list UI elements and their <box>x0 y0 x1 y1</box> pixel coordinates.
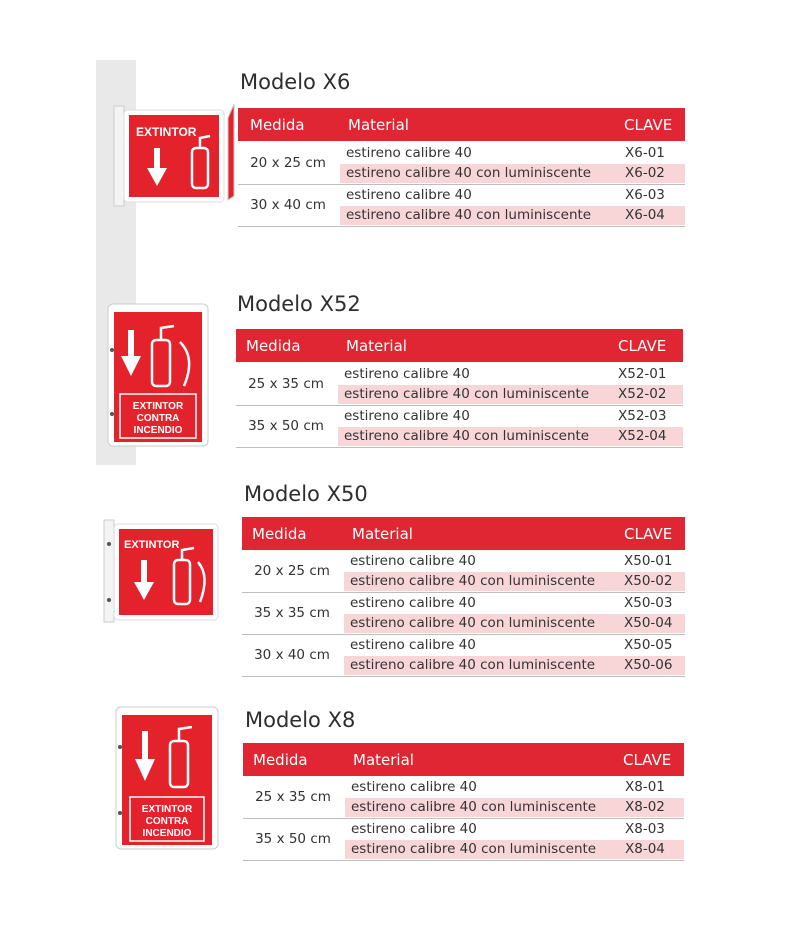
model-title: Modelo X8 <box>245 708 356 732</box>
clave-cell: X50-06 <box>624 657 673 673</box>
sign-label: CONTRA <box>136 413 180 424</box>
material-cell: estireno calibre 40 <box>344 366 470 382</box>
clave-cell: X8-02 <box>625 799 665 815</box>
model-title: Modelo X52 <box>237 292 361 316</box>
clave-cell: X50-02 <box>624 573 673 589</box>
arrow-down-icon <box>154 148 160 170</box>
header-clave: CLAVE <box>624 116 673 134</box>
clave-cell: X8-04 <box>625 841 665 857</box>
table-row <box>344 572 685 591</box>
table-row <box>340 144 685 163</box>
header-medida: Medida <box>253 751 308 769</box>
table-row <box>344 656 685 675</box>
table-row <box>344 614 685 633</box>
sign-label: EXTINTOR <box>136 125 197 139</box>
size-cell: 20 x 25 cm <box>250 155 326 171</box>
size-cell: 25 x 35 cm <box>255 789 331 805</box>
size-cell: 25 x 35 cm <box>248 376 324 392</box>
model-title: Modelo X50 <box>244 482 368 506</box>
table-row <box>338 427 683 446</box>
header-material: Material <box>346 337 407 355</box>
sign-label: EXTINTOR <box>124 539 180 551</box>
material-cell: estireno calibre 40 con luminiscente <box>346 165 592 181</box>
header-medida: Medida <box>250 116 305 134</box>
table-row <box>338 385 683 404</box>
material-cell: estireno calibre 40 con luminiscente <box>351 799 597 815</box>
clave-cell: X52-04 <box>618 428 667 444</box>
header-clave: CLAVE <box>618 337 667 355</box>
size-cell: 35 x 35 cm <box>254 605 330 621</box>
clave-cell: X8-01 <box>625 779 665 795</box>
material-cell: estireno calibre 40 <box>350 553 476 569</box>
clave-cell: X50-04 <box>624 615 673 631</box>
table-row-group <box>242 551 685 593</box>
material-cell: estireno calibre 40 con luminiscente <box>344 428 590 444</box>
sign-label: CONTRA <box>145 816 189 827</box>
table-row <box>338 365 683 384</box>
table-row <box>345 840 684 859</box>
material-cell: estireno calibre 40 <box>346 187 472 203</box>
table-row <box>340 164 685 183</box>
material-cell: estireno calibre 40 <box>351 821 477 837</box>
header-material: Material <box>353 751 414 769</box>
sign-label: INCENDIO <box>142 828 192 839</box>
header-clave: CLAVE <box>623 751 672 769</box>
header-medida: Medida <box>246 337 301 355</box>
table-row-group <box>236 406 683 448</box>
material-cell: estireno calibre 40 <box>344 408 470 424</box>
clave-cell: X6-01 <box>625 145 665 161</box>
size-cell: 35 x 50 cm <box>255 831 331 847</box>
size-cell: 35 x 50 cm <box>248 418 324 434</box>
table-header <box>238 108 685 141</box>
table-row-group <box>238 185 685 227</box>
clave-cell: X50-03 <box>624 595 673 611</box>
material-cell: estireno calibre 40 con luminiscente <box>350 657 596 673</box>
table-row <box>344 594 685 613</box>
material-cell: estireno calibre 40 con luminiscente <box>350 615 596 631</box>
extintor-flag-sign-x6 <box>110 100 240 212</box>
clave-cell: X50-05 <box>624 637 673 653</box>
arrow-down-icon <box>128 330 134 358</box>
extintor-flag-sign-x50 <box>102 516 232 626</box>
table-row <box>344 552 685 571</box>
table-row-group <box>243 819 684 861</box>
material-cell: estireno calibre 40 <box>346 145 472 161</box>
material-cell: estireno calibre 40 con luminiscente <box>344 386 590 402</box>
table-row <box>344 636 685 655</box>
material-cell: estireno calibre 40 con luminiscente <box>351 841 597 857</box>
table-row <box>340 186 685 205</box>
sign-label: INCENDIO <box>133 425 183 436</box>
model-title: Modelo X6 <box>240 70 351 94</box>
size-cell: 30 x 40 cm <box>254 647 330 663</box>
clave-cell: X52-03 <box>618 408 667 424</box>
header-medida: Medida <box>252 525 307 543</box>
table-row-group <box>242 593 685 635</box>
header-material: Material <box>352 525 413 543</box>
arrow-down-icon <box>141 560 147 584</box>
table-row <box>345 820 684 839</box>
sign-label: EXTINTOR <box>132 401 184 412</box>
table-header <box>243 743 684 776</box>
clave-cell: X6-04 <box>625 207 665 223</box>
table-row-group <box>243 777 684 819</box>
size-cell: 20 x 25 cm <box>254 563 330 579</box>
table-header <box>242 517 685 550</box>
extintor-contra-incendio-sign-x52 <box>104 302 214 450</box>
arrow-down-icon <box>142 731 148 761</box>
table-header <box>236 329 683 362</box>
clave-cell: X6-03 <box>625 187 665 203</box>
clave-cell: X6-02 <box>625 165 665 181</box>
clave-cell: X52-01 <box>618 366 667 382</box>
material-cell: estireno calibre 40 <box>351 779 477 795</box>
table-row <box>340 206 685 225</box>
clave-cell: X50-01 <box>624 553 673 569</box>
clave-cell: X8-03 <box>625 821 665 837</box>
table-row <box>345 798 684 817</box>
material-cell: estireno calibre 40 con luminiscente <box>346 207 592 223</box>
extintor-contra-incendio-sign-x8 <box>112 705 224 853</box>
table-row <box>345 778 684 797</box>
header-material: Material <box>348 116 409 134</box>
clave-cell: X52-02 <box>618 386 667 402</box>
table-row <box>338 407 683 426</box>
sign-label: EXTINTOR <box>141 804 193 815</box>
size-cell: 30 x 40 cm <box>250 197 326 213</box>
table-row-group <box>236 364 683 406</box>
material-cell: estireno calibre 40 <box>350 595 476 611</box>
material-cell: estireno calibre 40 con luminiscente <box>350 573 596 589</box>
table-row-group <box>242 635 685 677</box>
material-cell: estireno calibre 40 <box>350 637 476 653</box>
table-row-group <box>238 143 685 185</box>
header-clave: CLAVE <box>624 525 673 543</box>
